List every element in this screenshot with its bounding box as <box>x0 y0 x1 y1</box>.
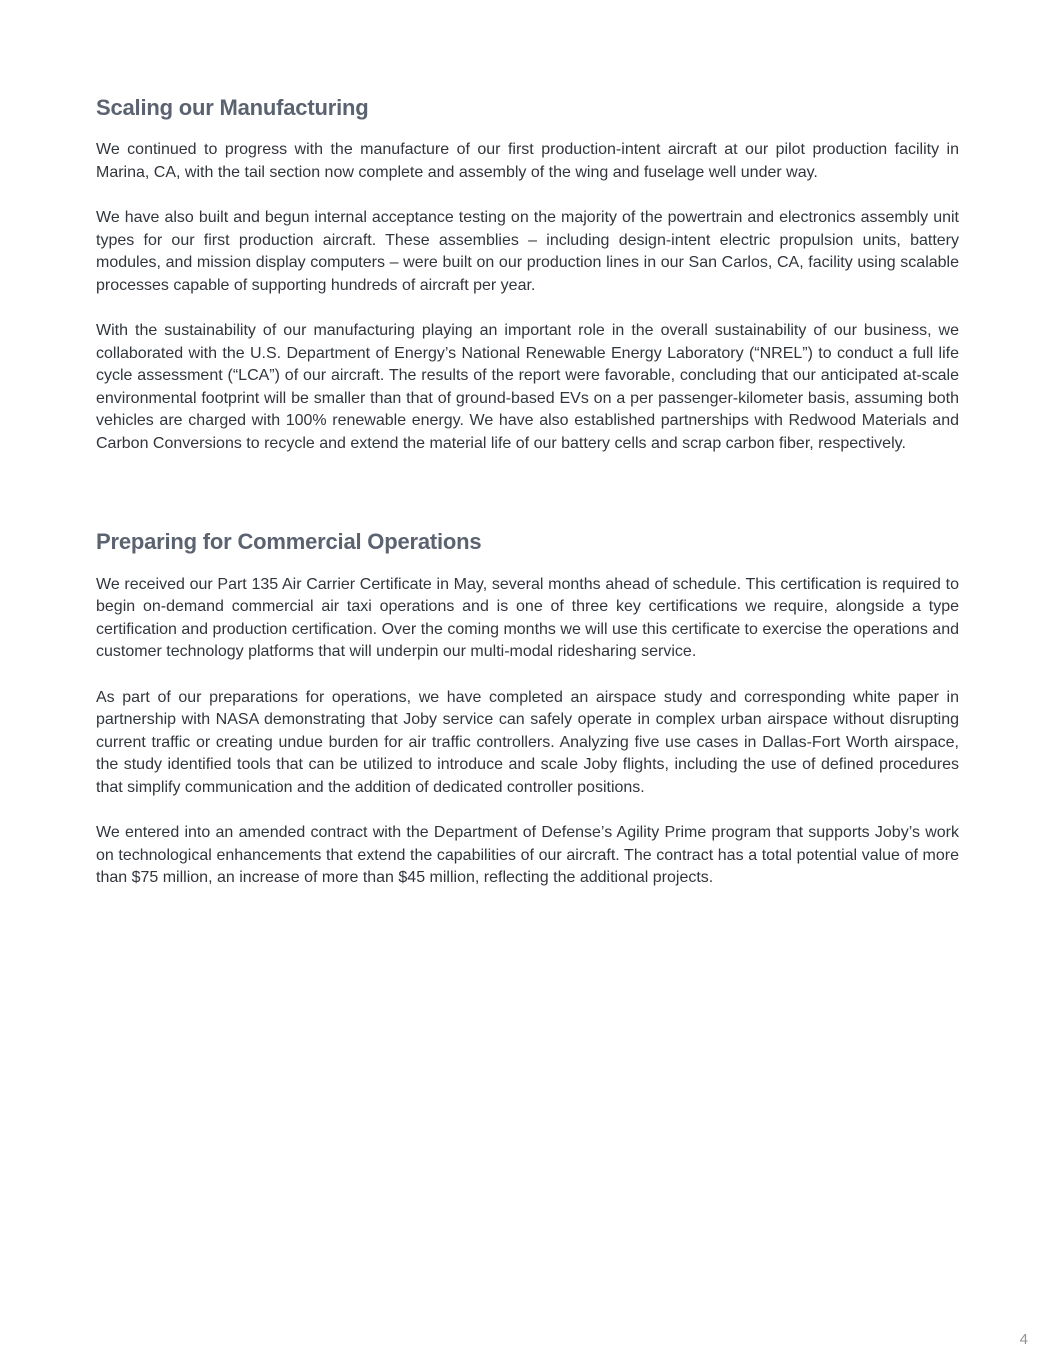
paragraph: As part of our preparations for operations, we have completed an airspace study and corresponding white paper in partnership with NASA demonstrating that Joby service can safely operate in complex urban airspace without disrupting current traffic or creating undue burden for air traffic controllers. Analyzing five use cases in Dallas-Fort Worth airspace, the study identified tools that can be utilized to introduce and scale Joby flights, including the use of defined procedures that simplify communication and the addition of dedicated controller positions. <box>96 688 959 796</box>
paragraph: With the sustainability of our manufacturing playing an important role in the overall sustainability of our business, we collaborated with the U.S. Department of Energy’s National Renewable Energy Laboratory (“NREL”) to conduct a full life cycle assessment (“LCA”) of our aircraft. The results of the report were favorable, concluding that our anticipated at-scale environmental footprint will be smaller than that of ground-based EVs on a per passenger-kilometer basis, assuming both vehicles are charged with 100% renewable energy. We have also established partnerships with Redwood Materials and Carbon Conversions to recycle and extend the material life of our battery cells and scrap carbon fiber, respectively. <box>96 322 959 452</box>
paragraph: We received our Part 135 Air Carrier Certificate in May, several months ahead of schedule. This certification is required to begin on-demand commercial air taxi operations and is one of three key certifications we require, alongside a type certification and production certification. Over the coming months we will use this certificate to exercise the operations and customer technology platforms that will underpin our multi-modal ridesharing service. <box>96 575 959 661</box>
section-scaling-manufacturing <box>96 95 959 455</box>
paragraph: We entered into an amended contract with the Department of Defense’s Agility Prime program that supports Joby’s work on technological enhancements that extend the capabilities of our aircraft. The contract has a total potential value of more than $75 million, an increase of more than $45 million, reflecting the additional projects. <box>96 824 959 887</box>
section-heading-preparing-commercial-operations: Preparing for Commercial Operations <box>96 529 482 555</box>
paragraph: We continued to progress with the manufacture of our first production-intent aircraft at our pilot production facility in Marina, CA, with the tail section now complete and assembly of the wing and fuselage well under way. <box>96 141 959 181</box>
section-preparing-commercial-operations <box>96 529 959 889</box>
page-number: 4 <box>1019 1331 1028 1348</box>
paragraph: We have also built and begun internal acceptance testing on the majority of the powertrain and electronics assembly unit types for our first production aircraft. These assemblies – including design-intent electric propulsion units, battery modules, and mission display computers – were built on our production lines in our San Carlos, CA, facility using scalable processes capable of supporting hundreds of aircraft per year. <box>96 209 959 294</box>
section-heading-scaling-manufacturing: Scaling our Manufacturing <box>96 95 369 120</box>
